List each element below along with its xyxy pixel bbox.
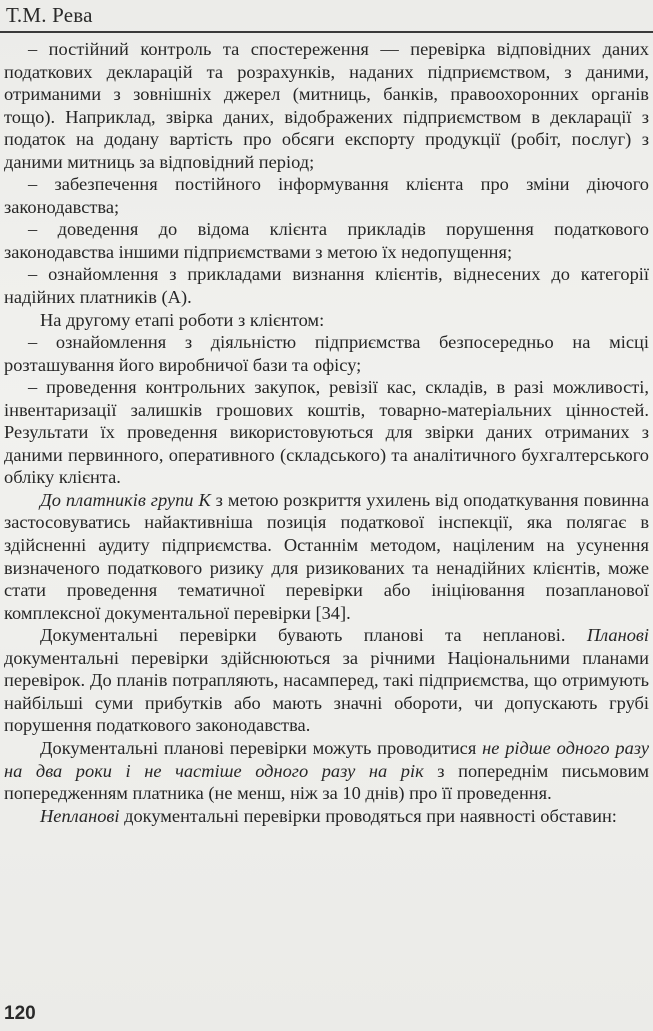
paragraph-second-stage: На другому етапі роботи з клієнтом: xyxy=(40,309,325,330)
paragraph-constant-control: – постійний контроль та спостереження — перевірка відповідних даних податкових декларацій та розрахунків, наданих підприємством, з даними, отриманими з зовнішніх джерел (митниць, банків, правоохоронних органів тощо). Наприклад, звірка даних, відображених підприємством в декларації з податок на додану вартість про обсяги експорту продукції (робіт, послуг) з даними митниць за відповідний період; xyxy=(4,39,649,172)
paragraph-documentary-audits-lead: Документальні перевірки бувають планові та непланові. xyxy=(40,625,587,646)
paragraph-documentary-audits xyxy=(4,624,649,737)
paragraph-documentary-audits-rest: документальні перевірки здійснюються за річними Національними планами перевірок. До планів потрапляють, насамперед, такі підприємства, що отримують найбільші суми прибутків або мають значні обороти, чи допускають грубі порушення податкового законодавства. xyxy=(4,647,649,736)
paragraph-unplanned-text: документальні перевірки проводяться при наявності обставин: xyxy=(119,805,617,826)
paragraph-control-purchases: – проведення контрольних закупок, ревізії кас, складів, в разі можливості, інвентаризації залишків грошових коштів, товарно-матеріальних цінностей. Результати їх проведення використовуються для звірки даних отриманих з даними первинного, оперативного (складського) та аналітичного бухгалтерського обліку клієнта. xyxy=(4,377,649,488)
italic-term-group-k: До платників групи К xyxy=(40,489,211,510)
paragraph-planned-frequency-rest: з попереднім письмовим попередженням платника (не менш, ніж за 10 днів) про її проведення. xyxy=(4,760,649,804)
paragraph-planned-frequency-lead: Документальні планові перевірки можуть проводитися xyxy=(40,737,483,758)
italic-term-planned: Планові xyxy=(586,625,649,646)
italic-frequency-rule: не рідше одного разу на два роки і не частіше одного разу на рік xyxy=(4,737,649,781)
page-number: 120 xyxy=(4,1003,36,1024)
paragraph-informing-client: – забезпечення постійного інформування клієнта про зміни діючого законодавства; xyxy=(4,174,649,217)
paragraph-violation-examples: – доведення до відома клієнта прикладів порушення податкового законодавства іншими підприємствами з метою їх недопущення; xyxy=(4,219,649,262)
paragraph-unplanned xyxy=(4,805,649,828)
paragraph-group-k-text: з метою розкриття ухилень від оподаткування повинна застосовуватись найактивніша позиція податкової інспекції, яка полягає в здійсненні аудиту підприємства. Останнім методом, націленим на усунення визначеного податкового ризику для ризикованих та ненадійних клієнтів, може стати проведення тематичної перевірки або ініціювання позапланової комплексної документальної перевірки [34]. xyxy=(4,489,650,623)
running-header-author: Т.М. Рева xyxy=(6,3,93,27)
paragraph-reliable-payers: – ознайомлення з прикладами визнання клієнтів, віднесених до категорії надійних платників (А). xyxy=(4,264,649,308)
paragraph-group-k xyxy=(4,489,649,624)
header-rule xyxy=(0,31,653,33)
body-text xyxy=(4,38,649,827)
italic-term-unplanned: Непланові xyxy=(40,805,120,826)
paragraph-planned-frequency xyxy=(4,737,649,805)
paragraph-site-familiarization: – ознайомлення з діяльністю підприємства безпосередньо на місці розташування його виробничої бази та офісу; xyxy=(4,332,649,375)
